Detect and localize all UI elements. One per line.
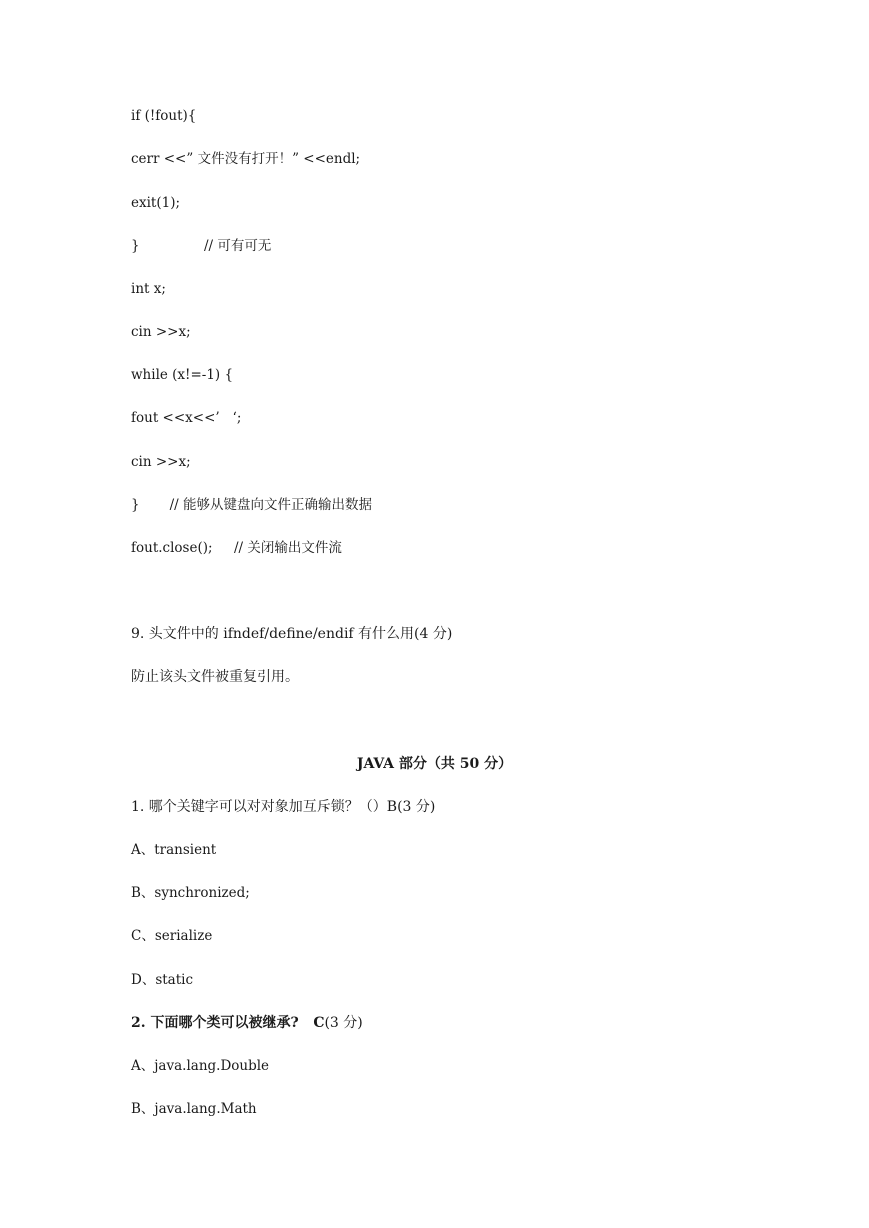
answer-9: 防止该头文件被重复引用。: [131, 669, 299, 685]
code-line: while (x!=-1) {: [131, 367, 234, 383]
code-line: } // 可有可无: [131, 238, 272, 254]
option-c: C、serialize: [131, 928, 213, 944]
section-heading: JAVA 部分（共 50 分）: [356, 756, 513, 772]
java-question-1: 1. 哪个关键字可以对对象加互斥锁？（）B(3 分): [131, 799, 436, 815]
code-line: fout <<x<<’ ‘;: [131, 410, 242, 426]
option-a: A、java.lang.Double: [131, 1058, 270, 1074]
java-question-2: [131, 1014, 363, 1032]
question-2-text: 2. 下面哪个类可以被继承? C: [131, 1015, 325, 1031]
code-line: fout.close(); // 关闭输出文件流: [131, 540, 342, 556]
code-line: cerr <<” 文件没有打开！” <<endl;: [131, 151, 361, 167]
question-2-points: (3 分): [324, 1015, 363, 1031]
option-a: A、transient: [131, 842, 217, 858]
code-line: } // 能够从键盘向文件正确输出数据: [131, 497, 373, 513]
code-line: int x;: [131, 281, 166, 297]
option-b: B、java.lang.Math: [131, 1101, 257, 1117]
option-d: D、static: [131, 972, 194, 988]
option-b: B、synchronized;: [131, 885, 250, 901]
question-9: 9. 头文件中的 ifndef/define/endif 有什么用(4 分): [131, 626, 453, 642]
code-line: exit(1);: [131, 195, 181, 211]
code-line: cin >>x;: [131, 454, 191, 470]
code-line: cin >>x;: [131, 324, 191, 340]
code-line: if (!fout){: [131, 108, 197, 124]
